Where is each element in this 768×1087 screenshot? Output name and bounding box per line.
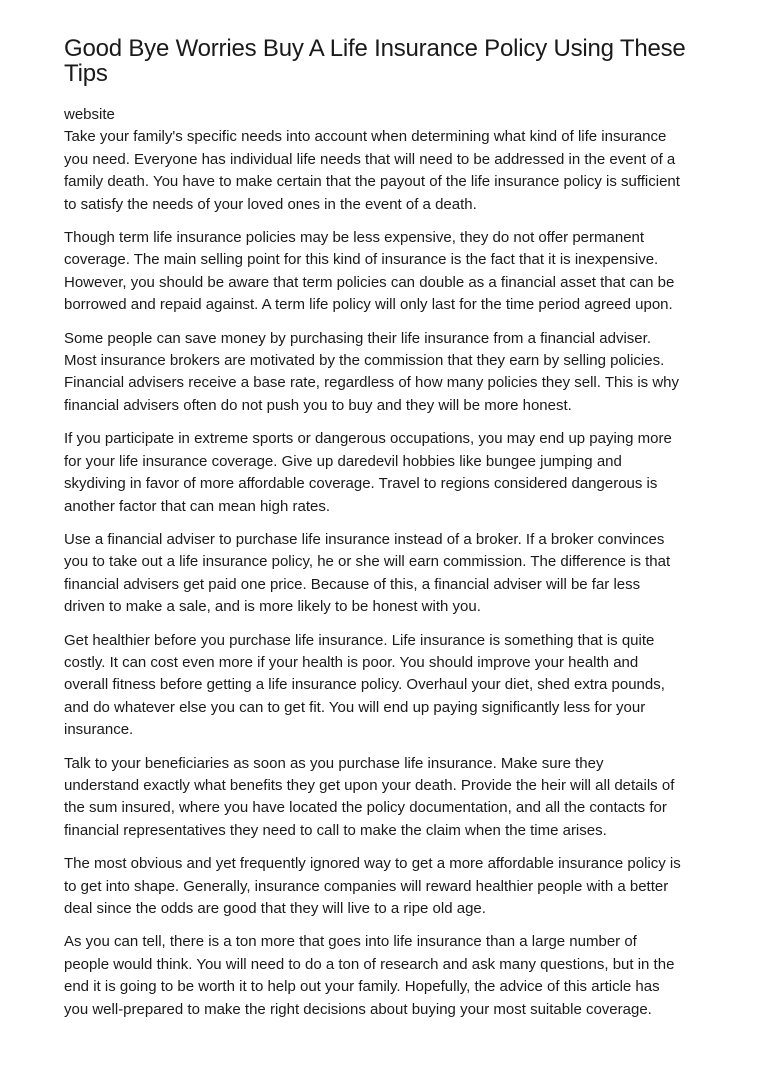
paragraph-line: financial advisers get paid one price. Because of this, a financial adviser will be far less xyxy=(64,575,641,593)
paragraph-line: As you can tell, there is a ton more that goes into life insurance than a large number of xyxy=(64,933,637,951)
paragraph-line: Most insurance brokers are motivated by the commission that they earn by selling policies. xyxy=(64,352,665,370)
paragraph-line: driven to make a sale, and is more likely to be honest with you. xyxy=(64,598,481,616)
paragraph xyxy=(64,529,724,619)
paragraph-line: you to take out a life insurance policy, he or she will earn commission. The difference is that xyxy=(64,553,671,571)
paragraph-line: costly. It can cost even more if your health is poor. You should improve your health and xyxy=(64,653,639,671)
document-body xyxy=(64,126,724,1021)
paragraph-line: the sum insured, where you have located the policy documentation, and all the contacts for xyxy=(64,799,667,817)
title-line: Good Bye Worries Buy A Life Insurance Policy Using These xyxy=(64,35,686,62)
document-page xyxy=(64,36,724,1032)
paragraph-line: end it is going to be worth it to help out your family. Hopefully, the advice of this article has xyxy=(64,978,660,996)
paragraph xyxy=(64,630,724,742)
paragraph xyxy=(64,227,724,317)
paragraph xyxy=(64,753,724,843)
paragraph-line: Use a financial adviser to purchase life insurance instead of a broker. If a broker convinces xyxy=(64,530,665,548)
paragraph-line: Get healthier before you purchase life insurance. Life insurance is something that is quite xyxy=(64,631,655,649)
paragraph-line: coverage. The main selling point for this kind of insurance is the fact that it is inexpensive. xyxy=(64,251,659,269)
paragraph-line: understand exactly what benefits they get upon your death. Provide the heir will all details of xyxy=(64,776,675,794)
paragraph-line: financial representatives they need to call to make the claim when the time arises. xyxy=(64,821,607,839)
paragraph-line: people would think. You will need to do a ton of research and ask many questions, but in the xyxy=(64,955,675,973)
paragraph xyxy=(64,931,724,1021)
paragraph-line: However, you should be aware that term policies can double as a financial asset that can be xyxy=(64,273,675,291)
paragraph-line: The most obvious and yet frequently ignored way to get a more affordable insurance policy is xyxy=(64,855,681,873)
paragraph-line: Financial advisers receive a base rate, regardless of how many policies they sell. This is why xyxy=(64,374,679,392)
paragraph-line: Though term life insurance policies may be less expensive, they do not offer permanent xyxy=(64,229,645,247)
paragraph xyxy=(64,428,724,518)
paragraph xyxy=(64,126,724,216)
paragraph-line: borrowed and repaid against. A term life policy will only last for the time period agreed upon. xyxy=(64,296,673,314)
paragraph-line: deal since the odds are good that they will live to a ripe old age. xyxy=(64,900,486,917)
paragraph-line: overall fitness before getting a life insurance policy. Overhaul your diet, shed extra pounds, xyxy=(64,676,665,694)
paragraph-line: to satisfy the needs of your loved ones in the event of a death. xyxy=(64,195,477,213)
paragraph-line: another factor that can mean high rates. xyxy=(64,497,330,515)
paragraph-line: Talk to your beneficiaries as soon as you purchase life insurance. Make sure they xyxy=(64,754,604,772)
paragraph-line: to get into shape. Generally, insurance companies will reward healthier people with a better xyxy=(64,877,669,895)
paragraph xyxy=(64,853,724,920)
source-label: website xyxy=(64,106,115,123)
paragraph-line: and do whatever else you can to get fit. You will end up paying significantly less for your xyxy=(64,698,646,716)
paragraph-line: family death. You have to make certain that the payout of the life insurance policy is sufficient xyxy=(64,173,680,191)
paragraph-line: If you participate in extreme sports or dangerous occupations, you may end up paying more xyxy=(64,430,672,448)
title-line: Tips xyxy=(64,60,108,87)
paragraph-line: insurance. xyxy=(64,721,134,739)
paragraph-line: skydiving in favor of more affordable coverage. Travel to regions considered dangerous is xyxy=(64,475,658,493)
paragraph-line: financial advisers often do not push you to buy and they will be more honest. xyxy=(64,396,572,414)
document-title xyxy=(64,36,724,86)
paragraph-line: Some people can save money by purchasing their life insurance from a financial adviser. xyxy=(64,329,651,347)
paragraph-line: you need. Everyone has individual life needs that will need to be addressed in the event of a xyxy=(64,150,676,168)
paragraph-line: Take your family's specific needs into account when determining what kind of life insurance xyxy=(64,128,667,146)
paragraph xyxy=(64,328,724,418)
paragraph-line: you well-prepared to make the right decisions about buying your most suitable coverage. xyxy=(64,1000,652,1018)
paragraph-line: for your life insurance coverage. Give up daredevil hobbies like bungee jumping and xyxy=(64,452,622,470)
